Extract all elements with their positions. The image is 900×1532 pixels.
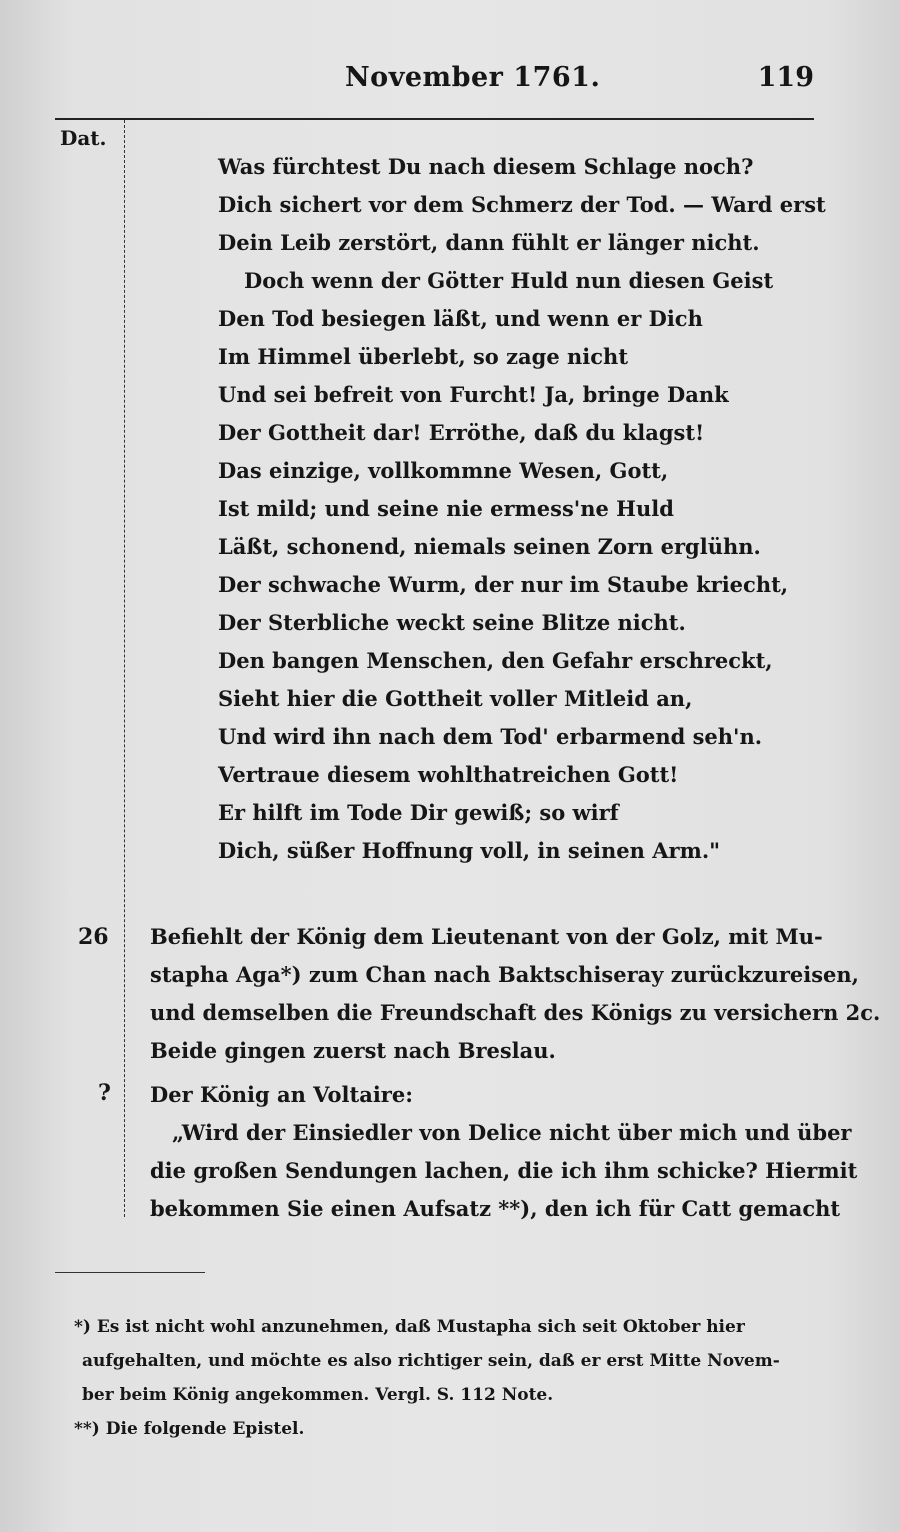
footnote-rule <box>55 1272 205 1273</box>
entry-line: „Wird der Einsiedler von Delice nicht über mich und über <box>172 1120 852 1145</box>
poem-line: Im Himmel überlebt, so zage nicht <box>218 344 629 369</box>
poem-line: Den bangen Menschen, den Gefahr erschreckt, <box>218 648 773 673</box>
poem-line: Dich sichert vor dem Schmerz der Tod. — Ward erst <box>218 192 826 217</box>
entry-line: Beide gingen zuerst nach Breslau. <box>150 1038 556 1063</box>
footnote-line: aufgehalten, und möchte es also richtiger sein, daß er erst Mitte Novem- <box>82 1351 780 1371</box>
poem-line: Und sei befreit von Furcht! Ja, bringe Dank <box>218 382 729 407</box>
entry-date: ? <box>98 1080 111 1106</box>
poem-line: Dich, süßer Hoffnung voll, in seinen Arm." <box>218 838 721 863</box>
entry-text <box>150 1076 858 1228</box>
header-rule <box>55 118 814 120</box>
poem-line: Was fürchtest Du nach diesem Schlage noch? <box>218 154 754 179</box>
date-column-divider <box>124 120 125 1217</box>
entry-line: Befiehlt der König dem Lieutenant von der Golz, mit Mu- <box>150 924 823 949</box>
poem-block <box>218 148 838 870</box>
footnote-line: ber beim König angekommen. Vergl. S. 112 Note. <box>82 1385 554 1405</box>
footnote-line: *) Es ist nicht wohl anzunehmen, daß Mustapha sich seit Oktober hier <box>74 1317 745 1337</box>
page-header <box>0 62 900 102</box>
poem-line: Der Sterbliche weckt seine Blitze nicht. <box>218 610 686 635</box>
poem-line: Der schwache Wurm, der nur im Staube kriecht, <box>218 572 789 597</box>
poem-line: Sieht hier die Gottheit voller Mitleid an, <box>218 686 693 711</box>
entry-line: stapha Aga*) zum Chan nach Baktschiseray zurückzureisen, <box>150 962 859 987</box>
poem-line: Dein Leib zerstört, dann fühlt er länger nicht. <box>218 230 760 255</box>
footnote <box>74 1412 819 1446</box>
entry-text <box>150 918 881 1070</box>
poem-line: Ist mild; und seine nie ermess'ne Huld <box>218 496 674 521</box>
poem-line: Den Tod besiegen läßt, und wenn er Dich <box>218 306 703 331</box>
poem-line: Läßt, schonend, niemals seinen Zorn erglühn. <box>218 534 761 559</box>
footnotes <box>74 1310 819 1446</box>
footnote-line: **) Die folgende Epistel. <box>74 1419 305 1439</box>
entry-line: Der König an Voltaire: <box>150 1082 413 1107</box>
date-column-head: Dat. <box>60 126 107 150</box>
running-head: November 1761. <box>345 62 601 93</box>
entry-line: die großen Sendungen lachen, die ich ihm schicke? Hiermit <box>150 1158 858 1183</box>
poem-line: Vertraue diesem wohlthatreichen Gott! <box>218 762 679 787</box>
poem-line: Er hilft im Tode Dir gewiß; so wirf <box>218 800 619 825</box>
entry-date: 26 <box>78 924 109 950</box>
entry-line: bekommen Sie einen Aufsatz **), den ich für Catt gemacht <box>150 1196 841 1221</box>
poem-line: Der Gottheit dar! Erröthe, daß du klagst! <box>218 420 705 445</box>
poem-line: Doch wenn der Götter Huld nun diesen Geist <box>244 268 774 293</box>
poem-line: Und wird ihn nach dem Tod' erbarmend seh'n. <box>218 724 763 749</box>
footnote <box>74 1310 819 1412</box>
entry-line: und demselben die Freundschaft des Königs zu versichern 2c. <box>150 1000 881 1025</box>
poem-line: Das einzige, vollkommne Wesen, Gott, <box>218 458 669 483</box>
page-number: 119 <box>757 62 814 93</box>
